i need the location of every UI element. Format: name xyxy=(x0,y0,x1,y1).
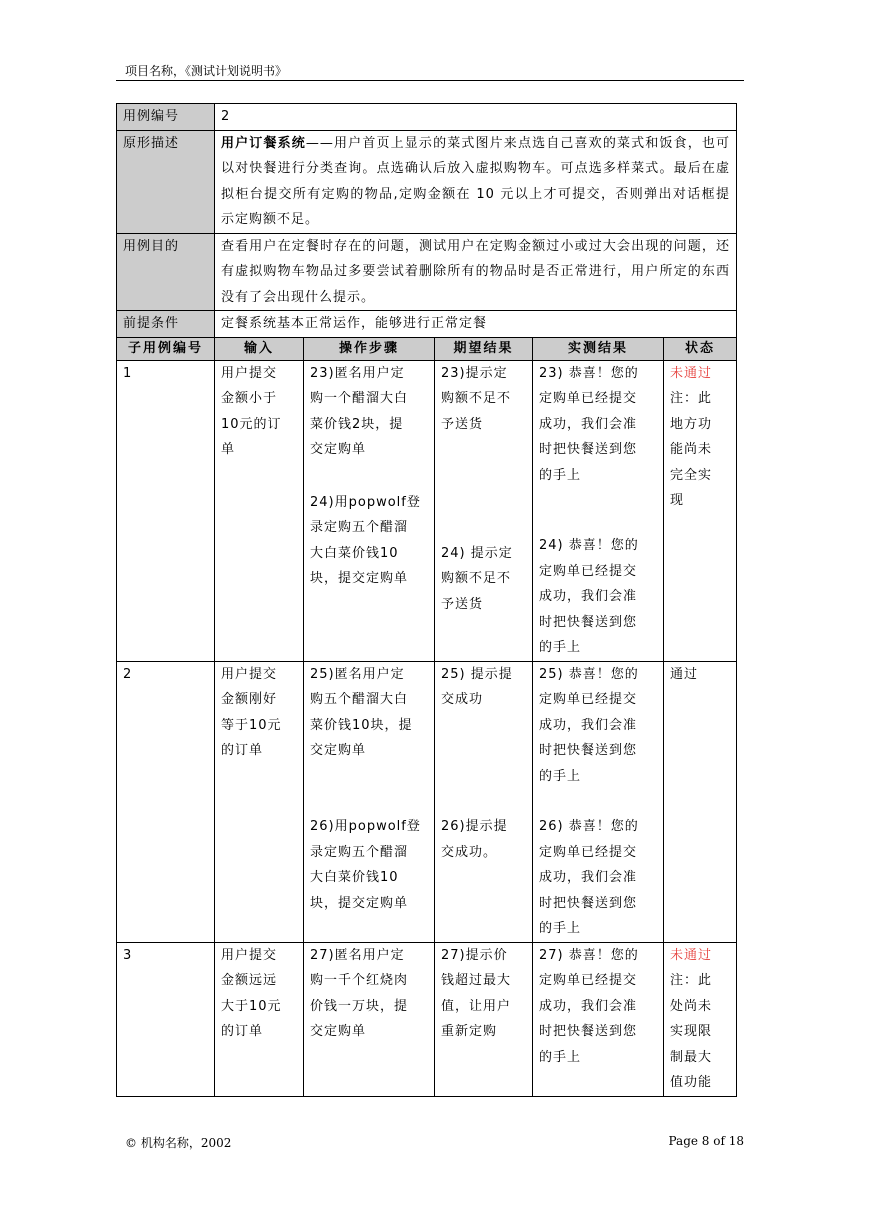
input-cell: 用户提交 金额远远 大于10元 的订单 xyxy=(215,942,304,1096)
case-id-label: 用例编号 xyxy=(117,104,215,131)
expected-text: 25) 提示提 交成功 xyxy=(441,666,513,707)
actual-cell xyxy=(533,360,664,661)
status-cell xyxy=(664,942,737,1096)
status-badge: 通过 xyxy=(670,666,699,682)
status-badge: 未通过 xyxy=(670,365,713,381)
expected-text: 24) 提示定 购额不足不 予送货 xyxy=(441,545,513,612)
purpose-text: 查看用户在定餐时存在的问题，测试用户在定购金额过小或过大会出现的问题，还有虚拟购物车物品过多要尝试着删除所有的物品时是否正常进行，用户所定的东西没有了会出现什么提示。 xyxy=(215,233,737,311)
input-cell: 用户提交 金额小于 10元的订 单 xyxy=(215,360,304,661)
description-cell xyxy=(215,130,737,233)
steps-cell xyxy=(304,360,435,661)
test-case-table xyxy=(116,103,737,1097)
step-text: 25)匿名用户定 购五个醋溜大白 菜价钱10块，提 交定购单 xyxy=(310,666,413,758)
column-header-row xyxy=(117,337,737,360)
table-row xyxy=(117,942,737,1096)
description-label: 原形描述 xyxy=(117,130,215,233)
case-id-value: 2 xyxy=(215,104,737,131)
actual-cell xyxy=(533,661,664,942)
actual-text: 24) 恭喜！您的 定购单已经提交 成功，我们会准 时把快餐送到您 的手上 xyxy=(539,538,639,655)
precondition-row xyxy=(117,311,737,338)
col-header-expected: 期望结果 xyxy=(435,337,533,360)
input-cell: 用户提交 金额刚好 等于10元 的订单 xyxy=(215,661,304,942)
actual-text: 26) 恭喜！您的 定购单已经提交 成功，我们会准 时把快餐送到您 的手上 xyxy=(539,819,639,936)
system-name: 用户订餐系统 xyxy=(221,135,306,151)
status-cell xyxy=(664,360,737,661)
header-rule xyxy=(116,80,744,81)
table-row xyxy=(117,360,737,661)
expected-cell xyxy=(435,661,533,942)
table-row xyxy=(117,661,737,942)
actual-text: 23) 恭喜！您的 定购单已经提交 成功，我们会准 时把快餐送到您 的手上 xyxy=(539,365,639,483)
status-note: 注：此 处尚未 实现限 制最大 值功能 xyxy=(670,973,713,1090)
status-cell xyxy=(664,661,737,942)
precondition-text: 定餐系统基本正常运作，能够进行正常定餐 xyxy=(215,311,737,338)
expected-text: 26)提示提 交成功。 xyxy=(441,819,508,860)
col-header-actual: 实测结果 xyxy=(533,337,664,360)
status-badge: 未通过 xyxy=(670,947,713,963)
step-text: 24)用popwolf登 录定购五个醋溜 大白菜价钱10 块，提交定购单 xyxy=(310,494,421,586)
actual-text: 27) 恭喜！您的 定购单已经提交 成功，我们会准 时把快餐送到您 的手上 xyxy=(533,942,664,1096)
step-text: 23)匿名用户定 购一个醋溜大白 菜价钱2块，提 交定购单 xyxy=(310,365,409,457)
case-id-row xyxy=(117,104,737,131)
step-text: 27)匿名用户定 购一千个红烧肉 价钱一万块，提 交定购单 xyxy=(304,942,435,1096)
actual-text: 25) 恭喜！您的 定购单已经提交 成功，我们会准 时把快餐送到您 的手上 xyxy=(539,666,639,784)
subcase-id: 2 xyxy=(117,661,215,942)
expected-text: 27)提示价 钱超过最大 值，让用户 重新定购 xyxy=(435,942,533,1096)
step-text: 26)用popwolf登 录定购五个醋溜 大白菜价钱10 块，提交定购单 xyxy=(310,819,421,911)
subcase-id: 1 xyxy=(117,360,215,661)
expected-text: 23)提示定 购额不足不 予送货 xyxy=(441,365,512,432)
description-text: ——用户首页上显示的菜式图片来点选自己喜欢的菜式和饭食，也可以对快餐进行分类查询。点选确认后放入虚拟购物车。可点选多样菜式。最后在虚拟柜台提交所有定购的物品,定购金额在 10 元以上才可提交，否则弹出对话框提示定购额不足。 xyxy=(221,135,731,227)
footer-page-number: Page 8 of 18 xyxy=(668,1134,744,1148)
purpose-label: 用例目的 xyxy=(117,233,215,311)
steps-cell xyxy=(304,661,435,942)
footer-organization: © 机构名称，2002 xyxy=(125,1136,232,1150)
col-header-steps: 操作步骤 xyxy=(304,337,435,360)
subcase-id: 3 xyxy=(117,942,215,1096)
col-header-subcase-id: 子用例编号 xyxy=(117,337,215,360)
col-header-input: 输入 xyxy=(215,337,304,360)
purpose-row xyxy=(117,233,737,311)
expected-cell xyxy=(435,360,533,661)
col-header-status: 状态 xyxy=(664,337,737,360)
status-note: 注：此 地方功 能尚未 完全实 现 xyxy=(670,391,713,508)
page-header-title: 项目名称，《测试计划说明书》 xyxy=(125,64,288,78)
description-row xyxy=(117,130,737,233)
precondition-label: 前提条件 xyxy=(117,311,215,338)
